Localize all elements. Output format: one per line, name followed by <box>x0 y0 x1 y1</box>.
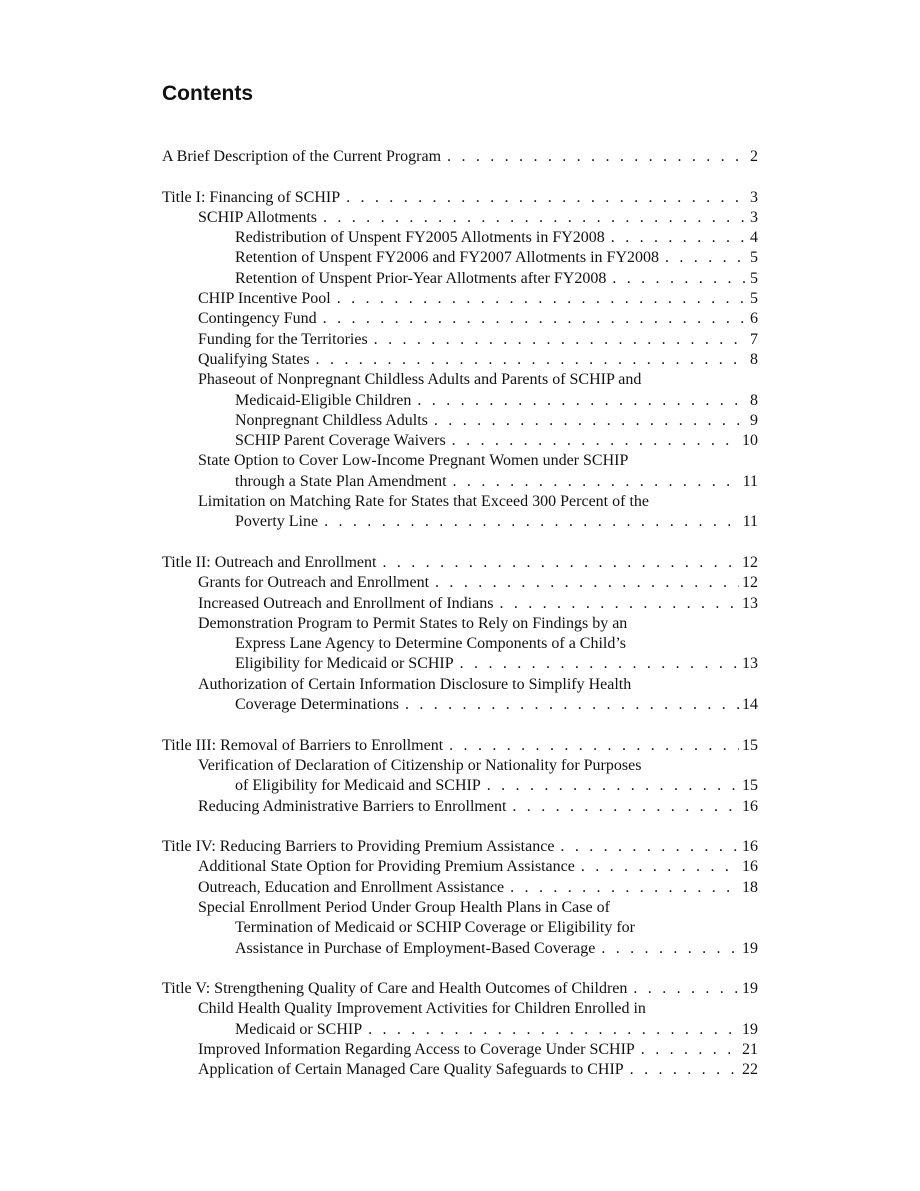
toc-entry[interactable] <box>162 1020 758 1040</box>
toc-page-number: 12 <box>742 553 758 571</box>
toc-entry-text: Reducing Administrative Barriers to Enrollment <box>198 797 507 815</box>
toc-page-number: 16 <box>742 797 758 815</box>
dot-leader <box>611 228 747 248</box>
dot-leader <box>374 330 747 350</box>
toc-entry-text-line[interactable]: Limitation on Matching Rate for States that Exceed 300 Percent of the <box>198 493 649 511</box>
dot-leader <box>452 431 739 451</box>
dot-leader <box>641 1040 739 1060</box>
toc-entry-text-line[interactable]: Demonstration Program to Permit States to Rely on Findings by an <box>198 614 628 632</box>
toc-page-number: 10 <box>742 432 758 450</box>
toc-entry-text: Outreach, Education and Enrollment Assistance <box>198 878 505 896</box>
toc-entry[interactable] <box>162 309 758 329</box>
dot-leader <box>323 208 747 228</box>
toc-entry-text: Title IV: Reducing Barriers to Providing Premium Assistance <box>162 838 555 856</box>
toc-entry-text-line[interactable]: Phaseout of Nonpregnant Childless Adults and Parents of SCHIP and <box>198 371 642 389</box>
toc-entry-text: CHIP Incentive Pool <box>198 290 331 308</box>
toc-entry[interactable] <box>162 208 758 228</box>
toc-entry[interactable] <box>162 573 758 593</box>
toc-entry-text: SCHIP Parent Coverage Waivers <box>235 432 446 450</box>
table-of-contents <box>162 147 758 1081</box>
toc-entry[interactable] <box>162 837 758 857</box>
section-gap <box>162 959 758 979</box>
toc-entry-text: Funding for the Territories <box>198 330 368 348</box>
dot-leader <box>510 878 739 898</box>
toc-entry[interactable] <box>162 857 758 877</box>
toc-entry-text: Coverage Determinations <box>235 696 399 714</box>
toc-entry-text-line[interactable]: Express Lane Agency to Determine Components of a Child’s <box>235 635 627 653</box>
toc-entry-text: Title I: Financing of SCHIP <box>162 188 341 206</box>
toc-entry-text: Qualifying States <box>198 350 310 368</box>
dot-leader <box>337 289 747 309</box>
toc-page-number: 3 <box>750 208 758 226</box>
toc-entry[interactable] <box>162 472 758 492</box>
dot-leader <box>487 776 739 796</box>
dot-leader <box>460 654 739 674</box>
toc-page-number: 8 <box>750 350 758 368</box>
toc-page-number: 6 <box>750 310 758 328</box>
contents-heading: Contents <box>162 82 253 105</box>
dot-leader <box>499 594 739 614</box>
toc-entry-text: Nonpregnant Childless Adults <box>235 411 428 429</box>
toc-page-number: 18 <box>742 878 758 896</box>
toc-page-number: 11 <box>742 472 758 490</box>
toc-page-number: 19 <box>742 939 758 957</box>
toc-entry[interactable] <box>162 736 758 756</box>
toc-page-number: 8 <box>750 391 758 409</box>
dot-leader <box>665 248 747 268</box>
toc-page-number: 9 <box>750 411 758 429</box>
dot-leader <box>447 147 747 167</box>
toc-entry[interactable] <box>162 269 758 289</box>
toc-entry-text-line[interactable]: Authorization of Certain Information Disclosure to Simplify Health <box>198 675 632 693</box>
toc-entry[interactable] <box>162 188 758 208</box>
toc-page-number: 19 <box>742 980 758 998</box>
toc-page-number: 11 <box>742 513 758 531</box>
toc-page-number: 16 <box>742 858 758 876</box>
toc-entry-text: Improved Information Regarding Access to Coverage Under SCHIP <box>198 1041 635 1059</box>
dot-leader <box>601 939 739 959</box>
toc-entry[interactable] <box>162 350 758 370</box>
dot-leader <box>453 472 740 492</box>
toc-entry[interactable] <box>162 228 758 248</box>
toc-entry-text-line[interactable]: State Option to Cover Low-Income Pregnant Women under SCHIP <box>198 452 629 470</box>
toc-entry[interactable] <box>162 411 758 431</box>
toc-entry-text: Title III: Removal of Barriers to Enrollment <box>162 736 444 754</box>
dot-leader <box>368 1020 739 1040</box>
toc-entry-text: Retention of Unspent Prior-Year Allotments after FY2008 <box>235 269 607 287</box>
toc-entry[interactable] <box>162 1060 758 1080</box>
toc-entry[interactable] <box>162 391 758 411</box>
toc-entry-text: Increased Outreach and Enrollment of Indians <box>198 594 494 612</box>
dot-leader <box>323 309 747 329</box>
toc-entry-text: of Eligibility for Medicaid and SCHIP <box>235 777 481 795</box>
toc-entry-text: Additional State Option for Providing Premium Assistance <box>198 858 575 876</box>
toc-entry[interactable] <box>162 797 758 817</box>
toc-entry[interactable] <box>162 147 758 167</box>
toc-page-number: 19 <box>742 1020 758 1038</box>
toc-entry-text: Retention of Unspent FY2006 and FY2007 Allotments in FY2008 <box>235 249 659 267</box>
dot-leader <box>435 573 739 593</box>
toc-entry[interactable] <box>162 330 758 350</box>
toc-entry[interactable] <box>162 248 758 268</box>
dot-leader <box>417 391 747 411</box>
section-gap <box>162 533 758 553</box>
toc-page-number: 5 <box>750 290 758 308</box>
toc-entry-text: Title V: Strengthening Quality of Care and Health Outcomes of Children <box>162 980 628 998</box>
toc-page-number: 12 <box>742 574 758 592</box>
toc-entry-text: Title II: Outreach and Enrollment <box>162 553 377 571</box>
dot-leader <box>633 979 739 999</box>
dot-leader <box>316 350 747 370</box>
toc-page-number: 4 <box>750 229 758 247</box>
toc-entry-text: Medicaid-Eligible Children <box>235 391 412 409</box>
dot-leader <box>346 188 747 208</box>
toc-entry-text-line[interactable]: Child Health Quality Improvement Activities for Children Enrolled in <box>198 1000 646 1018</box>
section-gap <box>162 167 758 187</box>
toc-entry[interactable] <box>162 878 758 898</box>
toc-entry[interactable] <box>162 553 758 573</box>
toc-entry-text: Medicaid or SCHIP <box>235 1020 363 1038</box>
toc-entry-text: A Brief Description of the Current Program <box>162 148 442 165</box>
dot-leader <box>560 837 739 857</box>
toc-page-number: 15 <box>742 736 758 754</box>
toc-entry-text: Application of Certain Managed Care Quality Safeguards to CHIP <box>198 1061 624 1079</box>
toc-entry[interactable] <box>162 431 758 451</box>
toc-page-number: 14 <box>742 696 758 714</box>
toc-entry[interactable] <box>162 1040 758 1060</box>
toc-entry-text: Eligibility for Medicaid or SCHIP <box>235 655 454 673</box>
toc-entry-text: Contingency Fund <box>198 310 317 328</box>
section-gap <box>162 715 758 735</box>
toc-entry-text-line[interactable]: Special Enrollment Period Under Group Health Plans in Case of <box>198 898 610 916</box>
toc-page-number: 16 <box>742 838 758 856</box>
toc-entry-text-line[interactable]: Termination of Medicaid or SCHIP Coverage or Eligibility for <box>235 919 635 937</box>
toc-entry-text: Poverty Line <box>235 513 319 531</box>
toc-page-number: 3 <box>750 188 758 206</box>
toc-entry[interactable] <box>162 776 758 796</box>
section-gap <box>162 817 758 837</box>
toc-entry[interactable] <box>162 512 758 532</box>
toc-entry-text: Grants for Outreach and Enrollment <box>198 574 430 592</box>
toc-page-number: 21 <box>742 1041 758 1059</box>
toc-entry-text: Assistance in Purchase of Employment-Based Coverage <box>235 939 596 957</box>
toc-entry[interactable] <box>162 289 758 309</box>
dot-leader <box>434 411 747 431</box>
toc-page-number: 22 <box>742 1061 758 1079</box>
dot-leader <box>405 695 739 715</box>
toc-page-number: 5 <box>750 269 758 287</box>
toc-entry[interactable] <box>162 979 758 999</box>
toc-entry-text-line[interactable]: Verification of Declaration of Citizenship or Nationality for Purposes <box>198 756 642 774</box>
dot-leader <box>581 857 739 877</box>
toc-entry-text: SCHIP Allotments <box>198 208 317 226</box>
toc-page-number: 13 <box>742 655 758 673</box>
dot-leader <box>612 269 747 289</box>
dot-leader <box>324 512 740 532</box>
dot-leader <box>512 797 739 817</box>
toc-page-number: 15 <box>742 777 758 795</box>
toc-entry-text: Redistribution of Unspent FY2005 Allotments in FY2008 <box>235 229 605 247</box>
toc-entry[interactable] <box>162 654 758 674</box>
dot-leader <box>382 553 739 573</box>
toc-entry[interactable] <box>162 939 758 959</box>
toc-entry[interactable] <box>162 594 758 614</box>
toc-entry[interactable] <box>162 695 758 715</box>
toc-page-number: 13 <box>742 594 758 612</box>
toc-entry-text: through a State Plan Amendment <box>235 472 447 490</box>
dot-leader <box>449 736 739 756</box>
dot-leader <box>630 1060 739 1080</box>
toc-page-number: 7 <box>750 330 758 348</box>
toc-page-number: 5 <box>750 249 758 267</box>
toc-page-number: 2 <box>750 148 758 165</box>
